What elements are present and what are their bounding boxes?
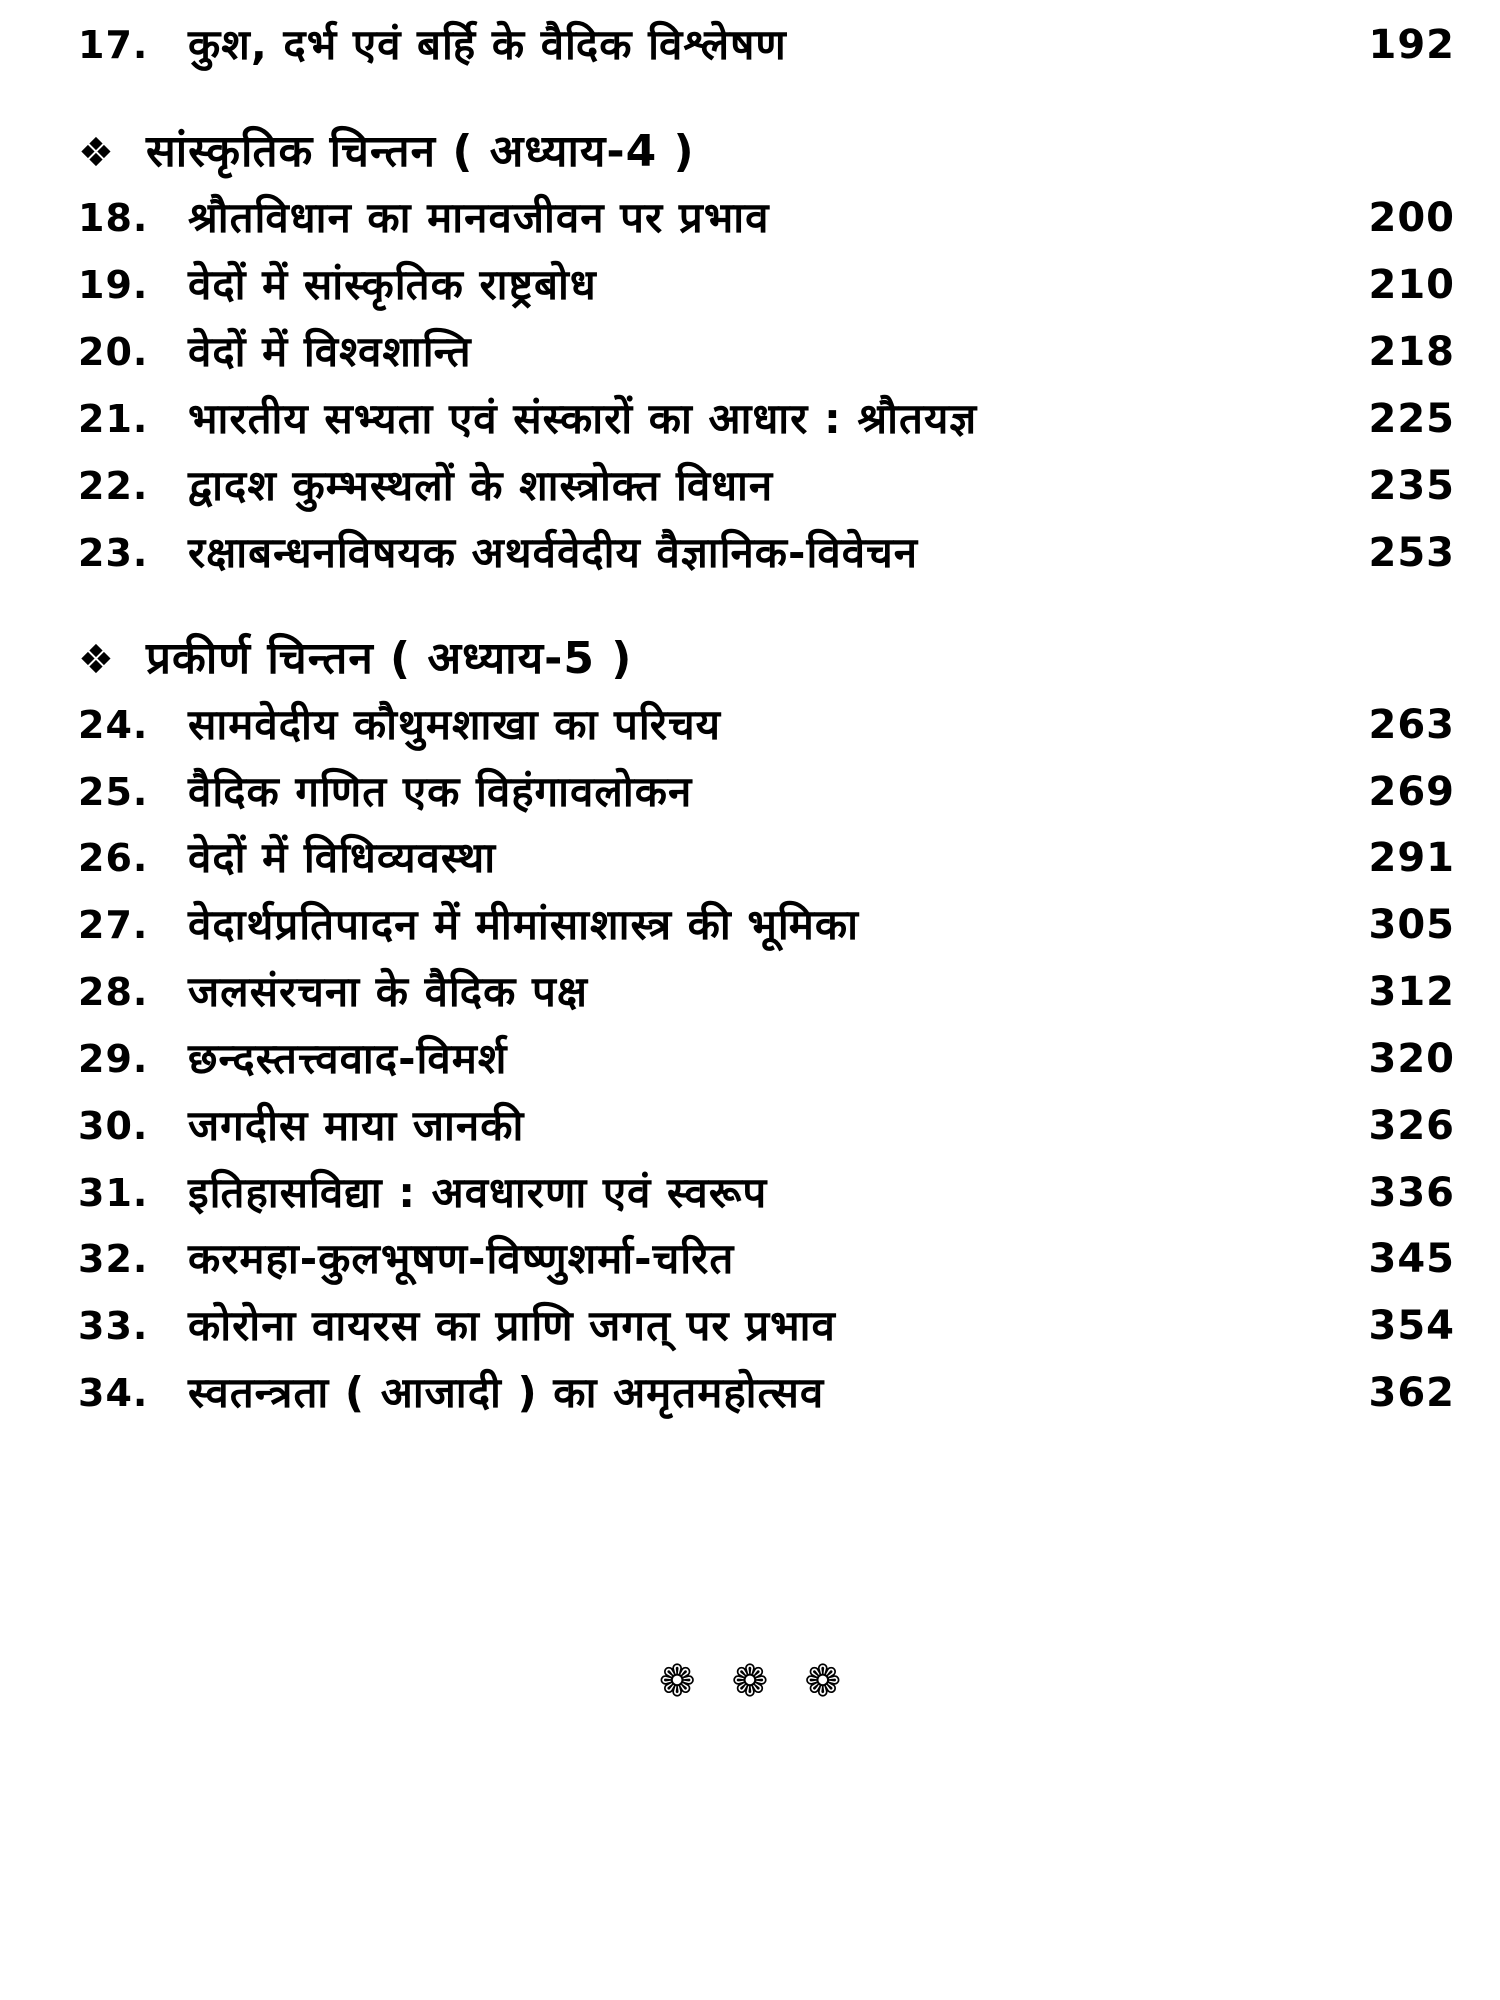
entry-title: वैदिक गणित एक विहंगावलोकन xyxy=(188,767,693,816)
entry-number: 25. xyxy=(78,770,149,814)
entry-number: 26. xyxy=(78,836,149,880)
entry-page-number: 291 xyxy=(1368,835,1455,881)
entry-title: भारतीय सभ्यता एवं संस्कारों का आधार : श्रौतयज्ञ xyxy=(188,394,978,443)
entry-title: जलसंरचना के वैदिक पक्ष xyxy=(188,967,588,1016)
entry-title: जगदीस माया जानकी xyxy=(188,1101,525,1150)
entry-title: द्वादश कुम्भस्थलों के शास्त्रोक्त विधान xyxy=(188,461,774,510)
toc-entry xyxy=(0,185,1500,251)
section-heading-chapter-5 xyxy=(78,624,632,694)
toc-entry xyxy=(0,386,1500,452)
toc-entry xyxy=(0,1093,1500,1159)
entry-page-number: 235 xyxy=(1368,463,1455,509)
entry-number: 29. xyxy=(78,1037,149,1081)
entry-number: 34. xyxy=(78,1371,149,1415)
entry-title: वेदों में सांस्कृतिक राष्ट्रबोध xyxy=(188,260,597,309)
toc-entry xyxy=(0,1293,1500,1359)
entry-page-number: 312 xyxy=(1368,969,1455,1015)
entry-title: कोरोना वायरस का प्राणि जगत् पर प्रभाव xyxy=(188,1301,836,1350)
entry-page-number: 218 xyxy=(1368,329,1455,375)
toc-entry xyxy=(0,319,1500,385)
entry-page-number: 320 xyxy=(1368,1036,1455,1082)
toc-entry xyxy=(0,692,1500,758)
entry-title: स्वतन्त्रता ( आजादी ) का अमृतमहोत्सव xyxy=(188,1368,825,1417)
entry-number: 19. xyxy=(78,263,149,307)
entry-page-number: 336 xyxy=(1368,1170,1455,1216)
entry-number: 24. xyxy=(78,703,149,747)
diamond-bullet-icon: ❖ xyxy=(78,637,115,683)
entry-number: 33. xyxy=(78,1304,149,1348)
entry-number: 27. xyxy=(78,903,149,947)
entry-number: 20. xyxy=(78,330,149,374)
section-heading-text: सांस्कृतिक चिन्तन ( अध्याय-4 ) xyxy=(146,126,695,177)
entry-title: वेदों में विधिव्यवस्था xyxy=(188,833,497,882)
section-heading-text: प्रकीर्ण चिन्तन ( अध्याय-5 ) xyxy=(146,633,633,684)
entry-page-number: 269 xyxy=(1368,769,1455,815)
entry-title: श्रौतविधान का मानवजीवन पर प्रभाव xyxy=(188,193,770,242)
entry-page-number: 210 xyxy=(1368,262,1455,308)
toc-entry xyxy=(0,1360,1500,1426)
entry-number: 22. xyxy=(78,464,149,508)
toc-entry xyxy=(0,959,1500,1025)
entry-number: 31. xyxy=(78,1171,149,1215)
toc-entry xyxy=(0,1226,1500,1292)
diamond-bullet-icon: ❖ xyxy=(78,130,115,176)
entry-title: छन्दस्तत्त्ववाद-विमर्श xyxy=(188,1034,508,1083)
entry-title: वेदों में विश्वशान्ति xyxy=(188,327,472,376)
entry-number: 17. xyxy=(78,23,149,67)
toc-entry xyxy=(0,12,1500,78)
entry-title: रक्षाबन्धनविषयक अथर्ववेदीय वैज्ञानिक-विवेचन xyxy=(188,528,919,577)
entry-title: करमहा-कुलभूषण-विष्णुशर्मा-चरित xyxy=(188,1234,735,1283)
entry-page-number: 263 xyxy=(1368,702,1455,748)
entry-page-number: 192 xyxy=(1368,22,1455,68)
toc-entry xyxy=(0,892,1500,958)
entry-title: कुश, दर्भ एवं बर्हि के वैदिक विश्लेषण xyxy=(188,20,787,69)
entry-number: 32. xyxy=(78,1237,149,1281)
entry-page-number: 253 xyxy=(1368,530,1455,576)
toc-entry xyxy=(0,825,1500,891)
entry-page-number: 345 xyxy=(1368,1236,1455,1282)
entry-page-number: 225 xyxy=(1368,396,1455,442)
entry-number: 18. xyxy=(78,196,149,240)
section-heading-chapter-4 xyxy=(78,117,695,187)
toc-entry xyxy=(0,759,1500,825)
toc-entry xyxy=(0,1026,1500,1092)
flower-ornaments-icon: ❁❁❁ xyxy=(658,1656,878,1707)
entry-title: वेदार्थप्रतिपादन में मीमांसाशास्त्र की भूमिका xyxy=(188,900,860,949)
entry-page-number: 200 xyxy=(1368,195,1455,241)
toc-entry xyxy=(0,252,1500,318)
toc-entry xyxy=(0,453,1500,519)
entry-number: 30. xyxy=(78,1104,149,1148)
entry-page-number: 362 xyxy=(1368,1370,1455,1416)
toc-entry xyxy=(0,520,1500,586)
entry-page-number: 305 xyxy=(1368,902,1455,948)
entry-number: 23. xyxy=(78,531,149,575)
entry-title: सामवेदीय कौथुमशाखा का परिचय xyxy=(188,700,721,749)
entry-number: 21. xyxy=(78,397,149,441)
toc-entry xyxy=(0,1160,1500,1226)
entry-title: इतिहासविद्या : अवधारणा एवं स्वरूप xyxy=(188,1168,768,1217)
entry-number: 28. xyxy=(78,970,149,1014)
entry-page-number: 354 xyxy=(1368,1303,1455,1349)
entry-page-number: 326 xyxy=(1368,1103,1455,1149)
